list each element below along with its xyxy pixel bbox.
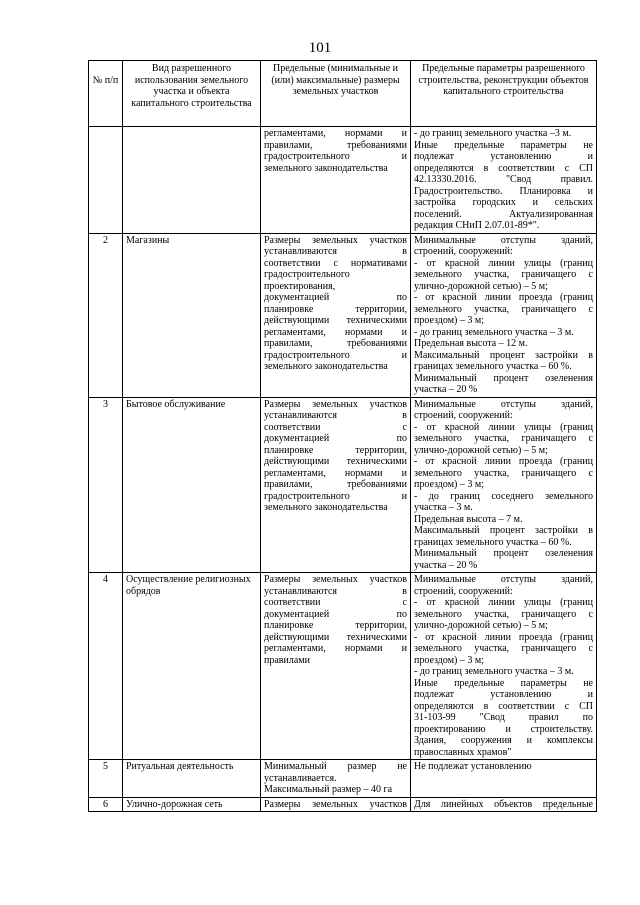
- text-line: - от красной линии проезда (границ: [414, 631, 593, 643]
- text-line: устанавливается.: [264, 772, 337, 784]
- text-line: Минимальный процент озеленения: [414, 372, 593, 384]
- text-line: - до границ земельного участка – 3 м.: [414, 326, 574, 338]
- text-line: Размеры земельных участков: [264, 234, 407, 246]
- text-line: - до границ соседнего земельного: [414, 490, 593, 502]
- text-line: соответствии с: [264, 597, 407, 608]
- text-line: Максимальный процент застройки в: [414, 349, 593, 361]
- text-line: 42.13330.2016. "Свод правил.: [414, 174, 593, 185]
- text-line: регламентами, нормами и: [264, 326, 407, 338]
- row-number: [89, 127, 123, 234]
- text-line: подлежат установлению и: [414, 151, 593, 162]
- text-line: Минимальный процент озеленения: [414, 548, 593, 559]
- text-line: планировке территории,: [264, 303, 407, 315]
- text-line: - от красной линии улицы (границ: [414, 257, 593, 269]
- text-line: правилами: [264, 654, 310, 666]
- text-line: Иные предельные параметры не: [414, 139, 593, 151]
- text-line: регламентами, нормами и: [264, 467, 407, 479]
- text-line: православных храмов": [414, 746, 512, 758]
- text-line: - до границ земельного участка –3 м.: [414, 128, 572, 139]
- text-line: планировке территории,: [264, 444, 407, 456]
- text-line: - от красной линии улицы (границ: [414, 597, 593, 608]
- table-row: [89, 760, 597, 798]
- text-line: правилами, требованиями: [264, 338, 407, 349]
- text-line: строений, сооружений:: [414, 410, 513, 421]
- text-line: Размеры земельных участков: [264, 398, 407, 410]
- table-row: [89, 797, 597, 812]
- text-line: земельного участка, граничащего с: [414, 643, 593, 654]
- text-line: - от красной линии проезда (границ: [414, 456, 593, 467]
- row-use-type: Улично-дорожная сеть: [123, 797, 261, 812]
- text-line: Градостроительство. Планировка и: [414, 185, 593, 197]
- table-body: [89, 127, 597, 812]
- text-line: участка – 20 %: [414, 559, 478, 571]
- text-line: 31-103-99 "Свод правил по: [414, 712, 593, 723]
- text-line: границах земельного участка – 60 %.: [414, 361, 572, 372]
- text-line: градостроительного и: [264, 349, 407, 361]
- row-land-plot-size: [261, 397, 411, 573]
- text-line: документацией по: [264, 608, 407, 620]
- text-line: градостроительного и: [264, 151, 407, 162]
- row-number: 5: [89, 760, 123, 798]
- text-line: проектированию и строительству.: [414, 723, 593, 735]
- text-line: поселений. Актуализированная: [414, 208, 593, 220]
- text-line: устанавливаются в: [264, 585, 407, 597]
- text-line: Размеры земельных участков: [264, 574, 407, 585]
- text-line: Минимальный размер не: [264, 761, 407, 772]
- text-line: соответствии с: [264, 421, 407, 433]
- row-land-plot-size: [261, 573, 411, 760]
- text-line: Иные предельные параметры не: [414, 677, 593, 689]
- text-line: регламентами, нормами и: [264, 643, 407, 654]
- table-row: [89, 397, 597, 573]
- page-number: 101: [308, 40, 332, 56]
- row-use-type: Ритуальная деятельность: [123, 760, 261, 798]
- text-line: подлежат установлению и: [414, 689, 593, 700]
- header-construction-params: Предельные параметры разрешенного строительства, реконструкции объектов капитального строительства: [411, 61, 597, 127]
- row-land-plot-size: [261, 233, 411, 397]
- header-number: № п/п: [89, 61, 123, 127]
- text-line: действующими техническими: [264, 315, 407, 326]
- text-line: улично-дорожной сетью) – 5 м;: [414, 620, 548, 631]
- text-line: - до границ земельного участка – 3 м.: [414, 666, 574, 677]
- text-line: участка – 20 %: [414, 384, 478, 395]
- text-line: правилами, требованиями: [264, 139, 407, 151]
- text-line: Максимальный размер – 40 га: [264, 784, 393, 795]
- text-line: проектирования,: [264, 280, 336, 292]
- text-line: Минимальные отступы зданий,: [414, 398, 593, 410]
- text-line: устанавливаются в: [264, 410, 407, 421]
- row-number: 2: [89, 233, 123, 397]
- text-line: - от красной линии проезда (границ: [414, 292, 593, 303]
- text-line: редакция СНиП 2.07.01-89*".: [414, 220, 540, 231]
- text-line: Минимальные отступы зданий,: [414, 234, 593, 246]
- row-land-plot-size: [261, 127, 411, 234]
- row-use-type: Осуществление религиозных обрядов: [123, 573, 261, 760]
- text-line: строений, сооружений:: [414, 246, 513, 257]
- text-line: земельного законодательства: [264, 361, 388, 372]
- text-line: определяются в соответствии с СП: [414, 700, 593, 712]
- text-line: проездом) – 3 м;: [414, 479, 484, 490]
- row-use-type: [123, 127, 261, 234]
- text-line: документацией по: [264, 433, 407, 444]
- text-line: улично-дорожной сетью) – 5 м;: [414, 444, 548, 456]
- row-construction-params: [411, 127, 597, 234]
- text-line: действующими техническими: [264, 456, 407, 467]
- text-line: земельного участка, граничащего с: [414, 467, 593, 479]
- text-line: земельного законодательства: [264, 502, 388, 513]
- row-use-type: Магазины: [123, 233, 261, 397]
- text-line: градостроительного: [264, 269, 350, 280]
- text-line: проездом) – 3 м;: [414, 654, 484, 666]
- text-line: земельного участка, граничащего с: [414, 269, 593, 280]
- text-line: Здания, сооружения и комплексы: [414, 735, 593, 746]
- text-line: регламентами, нормами и: [264, 128, 407, 139]
- text-line: земельного законодательства: [264, 162, 388, 174]
- zoning-regulations-table: [88, 60, 597, 812]
- row-number: 3: [89, 397, 123, 573]
- text-line: действующими техническими: [264, 631, 407, 643]
- text-line: Предельная высота – 12 м.: [414, 338, 528, 349]
- text-line: градостроительного и: [264, 490, 407, 502]
- text-line: Не подлежат установлению: [414, 761, 532, 772]
- text-line: участка – 3 м.: [414, 502, 473, 513]
- text-line: земельного участка, граничащего с: [414, 433, 593, 444]
- row-use-type: Бытовое обслуживание: [123, 397, 261, 573]
- row-construction-params: [411, 397, 597, 573]
- text-line: устанавливаются в: [264, 246, 407, 257]
- text-line: правилами, требованиями: [264, 479, 407, 490]
- table-row: [89, 573, 597, 760]
- text-line: строений, сооружений:: [414, 585, 513, 597]
- text-line: планировке территории,: [264, 620, 407, 631]
- row-number: 4: [89, 573, 123, 760]
- text-line: - от красной линии улицы (границ: [414, 421, 593, 433]
- text-line: земельного участка, граничащего с: [414, 303, 593, 315]
- header-land-plot-size: Предельные (минимальные и (или) максимальные) размеры земельных участков: [261, 61, 411, 127]
- text-line: соответствии с нормативами: [264, 257, 407, 269]
- table-row: [89, 233, 597, 397]
- table-header-row: [89, 61, 597, 127]
- row-construction-params: [411, 760, 597, 798]
- header-use-type: Вид разрешенного использования земельного участка и объекта капитального строительства: [123, 61, 261, 127]
- text-line: определяются в соответствии с СП: [414, 162, 593, 174]
- text-line: Для линейных объектов предельные: [414, 798, 593, 810]
- text-line: Минимальные отступы зданий,: [414, 574, 593, 585]
- table-row: [89, 127, 597, 234]
- text-line: улично-дорожной сетью) – 5 м;: [414, 280, 548, 292]
- row-construction-params: [411, 573, 597, 760]
- text-line: границах земельного участка – 60 %.: [414, 536, 572, 548]
- row-construction-params: [411, 233, 597, 397]
- text-line: Максимальный процент застройки в: [414, 525, 593, 536]
- row-construction-params: [411, 797, 597, 812]
- text-line: земельного участка, граничащего с: [414, 608, 593, 620]
- text-line: документацией по: [264, 292, 407, 303]
- row-land-plot-size: [261, 760, 411, 798]
- row-number: 6: [89, 797, 123, 812]
- text-line: застройка городских и сельских: [414, 197, 593, 208]
- text-line: Размеры земельных участков: [264, 798, 407, 810]
- text-line: проездом) – 3 м;: [414, 315, 484, 326]
- row-land-plot-size: [261, 797, 411, 812]
- text-line: Предельная высота – 7 м.: [414, 513, 523, 525]
